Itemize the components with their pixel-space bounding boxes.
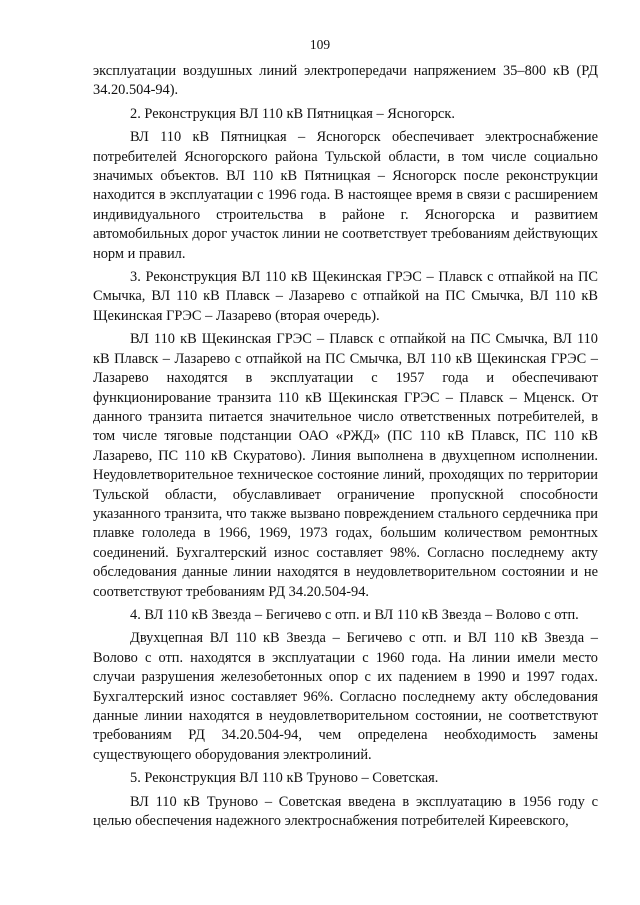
page-number: 109 bbox=[309, 37, 331, 52]
section-heading-5: 5. Реконструкция ВЛ 110 кВ Труново – Советская. bbox=[130, 770, 439, 787]
paragraph-section-5: ВЛ 110 кВ Труново – Советская введена в эксплуатацию в 1956 году с целью обеспечения надежного электроснабжения потребителей Киреевского, bbox=[93, 793, 598, 830]
section-heading-4: 4. ВЛ 110 кВ Звезда – Бегичево с отп. и ВЛ 110 кВ Звезда – Волово с отп. bbox=[130, 606, 579, 623]
paragraph-section-4: Двухцепная ВЛ 110 кВ Звезда – Бегичево с отп. и ВЛ 110 кВ Звезда – Волово с отп. находятся в эксплуатации с 1960 года. На линии имели место случаи разрушения железобетонных опор с их падением в 1990 и 1997 годах. Бухгалтерский износ составляет 96%. Согласно последнему акту обследования данные линии находятся в неудовлетворительном состоянии, не соответствуют требованиям РД 34.20.504-94, чем определена необходимость замены существующего оборудования электролиний. bbox=[93, 630, 598, 763]
section-heading-2: 2. Реконструкция ВЛ 110 кВ Пятницкая – Ясногорск. bbox=[130, 105, 456, 122]
page-body bbox=[93, 62, 598, 835]
paragraph-1: эксплуатации воздушных линий электропередачи напряжением 35–800 кВ (РД 34.20.504-94). bbox=[93, 63, 598, 99]
section-heading-3: 3. Реконструкция ВЛ 110 кВ Щекинская ГРЭС – Плавск с отпайкой на ПС Смычка, ВЛ 110 кВ Плавск – Лазарево с отпайкой на ПС Смычка, ВЛ 110 кВ Щекинская ГРЭС – Лазарево (вторая очередь). bbox=[93, 269, 598, 324]
paragraph-section-3: ВЛ 110 кВ Щекинская ГРЭС – Плавск с отпайкой на ПС Смычка, ВЛ 110 кВ Плавск – Лазарево с отпайкой на ПС Смычка, ВЛ 110 кВ Щекинская ГРЭС – Лазарево находятся в эксплуатации с 1957 года и обеспечивают функционирование транзита 110 кВ Щекинская ГРЭС – Плавск – Мценск. От данного транзита питается значительное число ответственных потребителей, в том числе тяговые подстанции ОАО «РЖД» (ПС 110 кВ Плавск, ПС 110 кВ Лазарево, ПС 110 кВ Скуратово). Линия выполнена в двухцепном исполнении. Неудовлетворительное техническое состояние линий, проходящих по территории Тульской области, обуславливает ограничение пропускной способности указанного транзита, что также вызвано повреждением стального сердечника при плавке гололеда в 1966, 1969, 1973 годах, большим количеством ремонтных соединений. Бухгалтерский износ составляет 98%. Согласно последнему акту обследования данные линии находятся в неудовлетворительном состоянии и не соответствуют требованиям РД 34.20.504-94. bbox=[93, 331, 598, 600]
paragraph-section-2: ВЛ 110 кВ Пятницкая – Ясногорск обеспечивает электроснабжение потребителей Ясногорского района Тульской области, в том числе социально значимых объектов. ВЛ 110 кВ Пятницкая – Ясногорск после реконструкции находится в эксплуатации с 1996 года. В настоящее время в связи с расширением индивидуального строительства в районе г. Ясногорска и развитием автомобильных дорог участок линии не соответствует требованиям действующих норм и правил. bbox=[93, 129, 598, 262]
